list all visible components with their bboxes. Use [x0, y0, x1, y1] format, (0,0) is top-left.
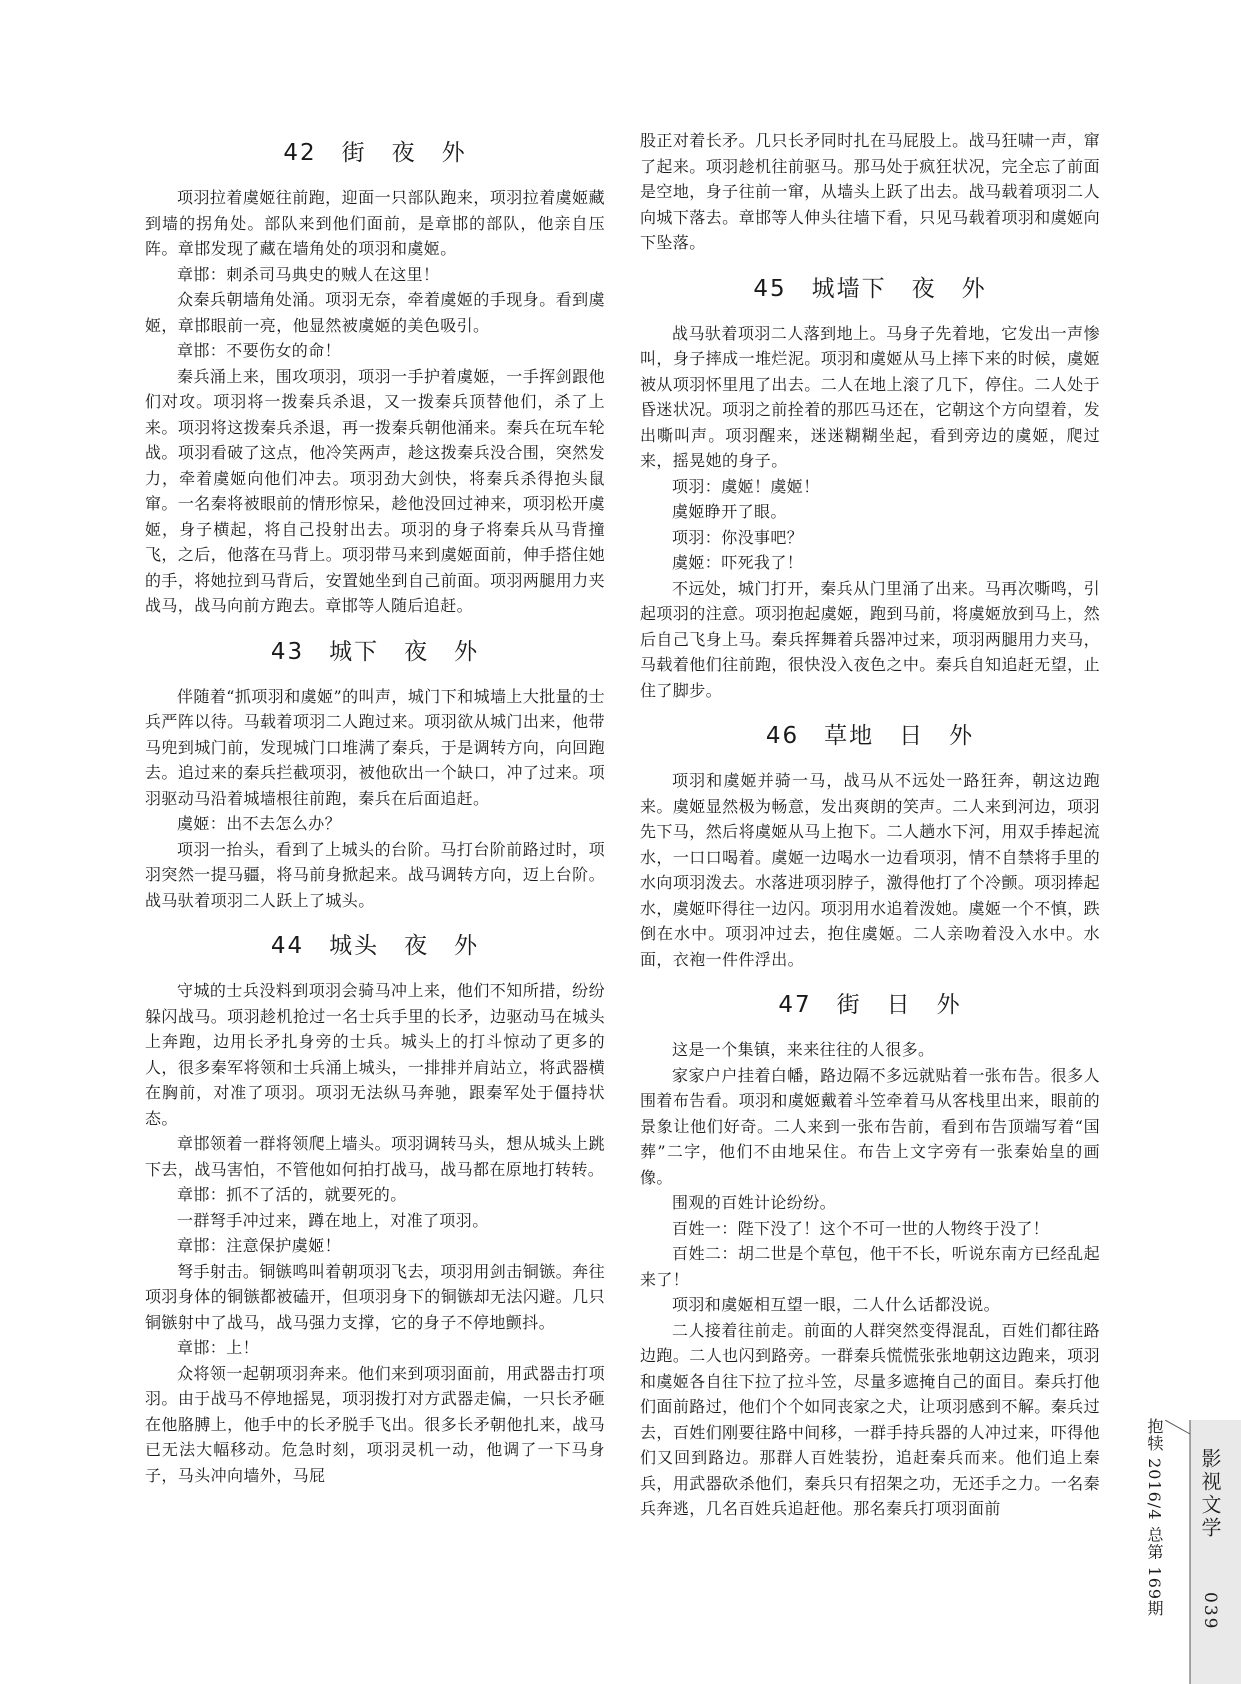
paragraph: 家家户户挂着白幡，路边隔不多远就贴着一张布告。很多人围着布告看。项羽和虞姬戴着斗笠牵着马从客栈里出来，眼前的景象让他们好奇。二人来到一张布告前，看到布告顶端写着“国葬”二字，他们不由地呆住。布告上文字旁有一张秦始皇的画像。	[640, 1065, 1100, 1187]
left-column	[145, 120, 605, 1488]
paragraph: 不远处，城门打开，秦兵从门里涌了出来。马再次嘶鸣，引起项羽的注意。项羽抱起虞姬，跑到马前，将虞姬放到马上，然后自己飞身上马。秦兵挥舞着兵器冲过来，项羽两腿用力夹马，马载着他们往前跑，很快没入夜色之中。秦兵自知追赶无望，止住了脚步。	[640, 578, 1100, 700]
paragraph: 秦兵涌上来，围攻项羽，项羽一手护着虞姬，一手挥剑跟他们对攻。项羽将一拨秦兵杀退，又一拨秦兵顶替他们，杀了上来。项羽将这拨秦兵杀退，再一拨秦兵朝他涌来。秦兵在玩车轮战。项羽看破了这点，他冷笑两声，趁这拨秦兵没合围，突然发力，牵着虞姬向他们冲去。项羽劲大剑快，将秦兵杀得抱头鼠窜。一名秦将被眼前的情形惊呆，趁他没回过神来，项羽松开虞姬，身子横起，将自己投射出去。项羽的身子将秦兵从马背撞飞，之后，他落在马背上。项羽带马来到虞姬面前，伸手搭住她的手，将她拉到马背后，安置她坐到自己前面。项羽两腿用力夹战马，战马向前方跑去。章邯等人随后追赶。	[145, 366, 605, 615]
paragraph: 章邯：上！	[177, 1338, 260, 1357]
scene-heading: 45 城墙下 夜 外	[753, 275, 987, 302]
scene-heading: 46 草地 日 外	[765, 723, 975, 749]
paragraph: 伴随着“抓项羽和虞姬”的叫声，城门下和城墙上大批量的士兵严阵以待。马载着项羽二人跑过来。项羽欲从城门出来，他带马兜到城门前，发现城门口堆满了秦兵，于是调转方向，向回跑去。追过来的秦兵拦截项羽，被他砍出一个缺口，冲了过来。项羽驱动马沿着城墙根往前跑，秦兵在后面追赶。	[145, 686, 605, 808]
paragraph: 章邯：不要伤女的命！	[177, 341, 342, 360]
paragraph: 虞姬：出不去怎么办？	[177, 814, 342, 833]
paragraph: 章邯：抓不了活的，就要死的。	[177, 1185, 407, 1204]
paragraph: 项羽和虞姬并骑一马，战马从不远处一路狂奔，朝这边跑来。虞姬显然极为畅意，发出爽朗的笑声。二人来到河边，项羽先下马，然后将虞姬从马上抱下。二人趟水下河，用双手捧起流水，一口口喝着。虞姬一边喝水一边看项羽，情不自禁将手里的水向项羽泼去。水落进项羽脖子，激得他打了个冷颤。项羽捧起水，虞姬吓得往一边闪。项羽用水追着泼她。虞姬一个不慎，跌倒在水中。项羽冲过去，抱住虞姬。二人亲吻着没入水中。水面，衣袍一件件浮出。	[640, 771, 1100, 969]
paragraph: 百姓二：胡二世是个草包，他干不长，听说东南方已经乱起来了！	[640, 1244, 1100, 1289]
paragraph: 一群弩手冲过来，蹲在地上，对准了项羽。	[177, 1210, 489, 1230]
paragraph: 虞姬：吓死我了！	[672, 553, 804, 572]
paragraph: 战马驮着项羽二人落到地上。马身子先着地，它发出一声惨叫，身子摔成一堆烂泥。项羽和虞姬从马上摔下来的时候，虞姬被从项羽怀里甩了出去。二人在地上滚了几下，停住。二人处于昏迷状况。项羽之前拴着的那匹马还在，它朝这个方向望着，发出嘶叫声。项羽醒来，迷迷糊糊坐起，看到旁边的虞姬，爬过来，摇晃她的身子。	[640, 323, 1100, 470]
paragraph: 众将领一起朝项羽奔来。他们来到项羽面前，用武器击打项羽。由于战马不停地摇晃，项羽拨打对方武器走偏，一只长矛砸在他胳膊上，他手中的长矛脱手飞出。很多长矛朝他扎来，战马已无法大幅移动。危急时刻，项羽灵机一动，他调了一下马身子，马头冲向墙外，马屁	[145, 1363, 605, 1485]
paragraph: 弩手射击。铜镞鸣叫着朝项羽飞去，项羽用剑击铜镞。奔往项羽身体的铜镞都被磕开，但项羽身下的铜镞却无法闪避。几只铜镞射中了战马，战马强力支撑，它的身子不停地颤抖。	[145, 1261, 605, 1332]
paragraph: 章邯领着一群将领爬上墙头。项羽调转马头，想从城头上跳下去，战马害怕，不管他如何拍打战马，战马都在原地打转转。	[145, 1134, 605, 1179]
paragraph: 众秦兵朝墙角处涌。项羽无奈，牵着虞姬的手现身。看到虞姬，章邯眼前一亮，他显然被虞姬的美色吸引。	[145, 290, 605, 335]
paragraph: 股正对着长矛。几只长矛同时扎在马屁股上。战马狂啸一声，窜了起来。项羽趁机往前驱马。那马处于疯狂状况，完全忘了前面是空地，身子往前一窜，从墙头上跃了出去。战马载着项羽二人向城下落去。章邯等人伸头往墙下看，只见马载着项羽和虞姬向下坠落。	[640, 131, 1100, 252]
paragraph: 围观的百姓计论纷纷。	[672, 1193, 837, 1212]
paragraph: 项羽：你没事吧？	[672, 527, 804, 547]
right-column	[640, 128, 1100, 1522]
paragraph: 二人接着往前走。前面的人群突然变得混乱，百姓们都往路边跑。二人也闪到路旁。一群秦兵慌慌张张地朝这边跑来，项羽和虞姬各自往下拉了拉斗笠，尽量多遮掩自己的面目。秦兵打他们面前路过，他们个个如同丧家之犬，让项羽感到不解。秦兵过去，百姓们刚要往路中间移，一群手持兵器的人冲过来，吓得他们又回到路边。那群人百姓装扮，追赶秦兵而来。他们追上秦兵，用武器砍杀他们，秦兵只有招架之功，无还手之力。一名秦兵奔逃，几名百姓兵追赶他。那名秦兵打项羽面前	[640, 1320, 1100, 1518]
scene-heading: 42 街 夜 外	[283, 140, 467, 166]
paragraph: 项羽和虞姬相互望一眼，二人什么话都没说。	[672, 1295, 1001, 1314]
paragraph: 项羽一抬头，看到了上城头的台阶。马打台阶前路过时，项羽突然一提马疆，将马前身掀起来。战马调转方向，迈上台阶。战马驮着项羽二人跃上了城头。	[145, 839, 605, 910]
page-number: 039	[1200, 1592, 1220, 1631]
journal-name: 影视文学	[1198, 1448, 1222, 1540]
scene-heading: 44 城头 夜 外	[270, 933, 480, 959]
scene-heading: 47 街 日 外	[778, 992, 962, 1018]
scene-heading: 43 城下 夜 外	[270, 638, 480, 665]
paragraph: 章邯：刺杀司马典史的贼人在这里！	[177, 264, 440, 284]
paragraph: 章邯：注意保护虞姬！	[177, 1236, 342, 1255]
paragraph: 这是一个集镇，来来往往的人很多。	[672, 1040, 935, 1059]
paragraph: 项羽拉着虞姬往前跑，迎面一只部队跑来，项羽拉着虞姬藏到墙的拐角处。部队来到他们面前，是章邯的部队，他亲自压阵。章邯发现了藏在墙角处的项羽和虞姬。	[145, 188, 605, 258]
paragraph: 守城的士兵没料到项羽会骑马冲上来，他们不知所措，纷纷躲闪战马。项羽趁机抢过一名士兵手里的长矛，边驱动马在城头上奔跑，边用长矛扎身旁的士兵。城头上的打斗惊动了更多的人，很多秦军将领和士兵涌上城头，一排排并肩站立，将武器横在胸前，对准了项羽。项羽无法纵马奔驰，跟秦军处于僵持状态。	[145, 981, 605, 1128]
journal-issue-info: 抱犊 2016/4 总第 169期	[1145, 1418, 1164, 1618]
paragraph: 虞姬睁开了眼。	[672, 502, 787, 521]
paragraph: 项羽：虞姬！虞姬！	[672, 476, 820, 496]
paragraph: 百姓一：陛下没了！这个不可一世的人物终于没了！	[672, 1218, 1050, 1238]
